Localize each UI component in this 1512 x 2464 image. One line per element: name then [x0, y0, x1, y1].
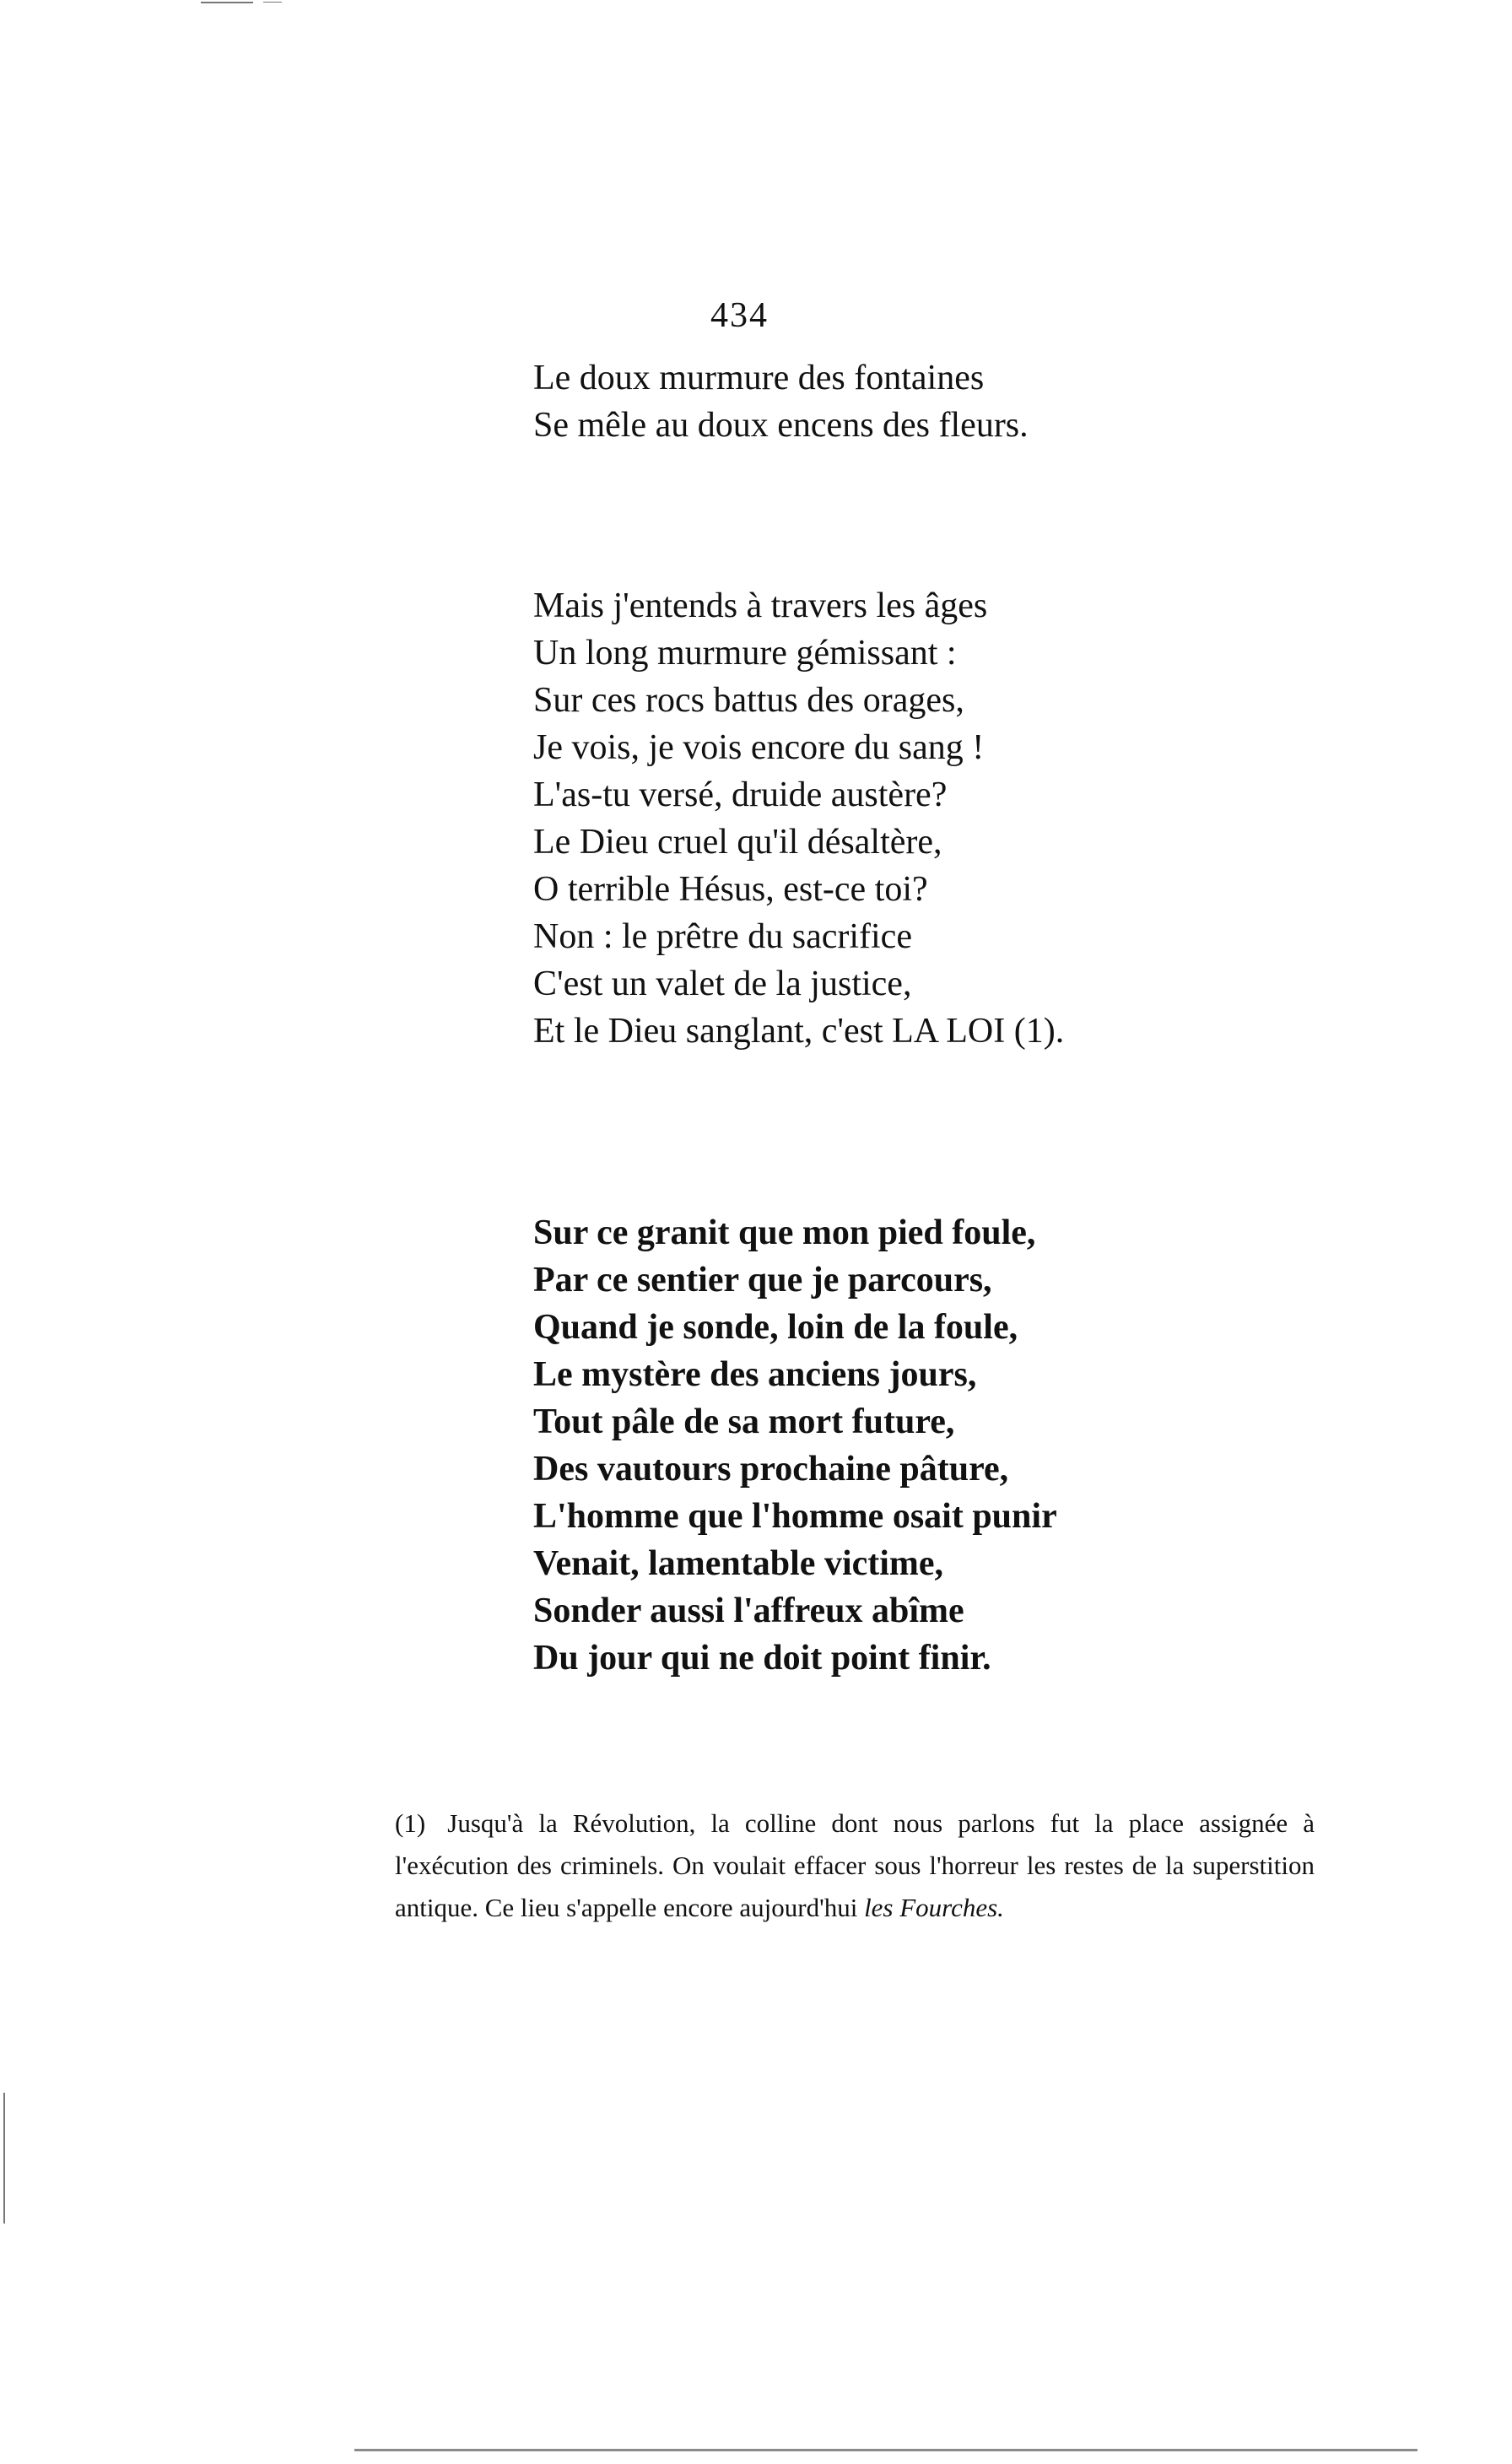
- scan-edge-mark: [201, 2, 253, 3]
- verse-line: Le Dieu cruel qu'il désaltère,: [533, 823, 942, 862]
- footnote-marker: (1): [395, 1808, 426, 1838]
- verse-line: Du jour qui ne doit point finir.: [533, 1639, 991, 1678]
- verse-line: Venait, lamentable victime,: [533, 1544, 944, 1583]
- scan-edge-mark: [3, 2093, 5, 2224]
- footnote-italic-text: les Fourches.: [864, 1893, 1004, 1922]
- verse-line: Sonder aussi l'affreux abîme: [533, 1591, 964, 1630]
- verse-line: L'homme que l'homme osait punir: [533, 1497, 1057, 1536]
- stanza: [533, 354, 1029, 449]
- verse-line: Non : le prêtre du sacrifice: [533, 917, 912, 956]
- stanza: [533, 582, 1064, 1055]
- verse-line: Mais j'entends à travers les âges: [533, 586, 988, 625]
- verse-line: Des vautours prochaine pâture,: [533, 1450, 1009, 1489]
- verse-line: O terrible Hésus, est-ce toi?: [533, 870, 928, 909]
- verse-line: Quand je sonde, loin de la foule,: [533, 1308, 1018, 1347]
- verse-line: Sur ce granit que mon pied foule,: [533, 1213, 1036, 1252]
- scan-edge-mark: [354, 2449, 1418, 2451]
- footnote-text: Jusqu'à la Révolution, la colline dont nous parlons fut la place assignée à l'exécution des criminels. On voulait effacer sous l'horreur les restes de la superstition antique. Ce lieu s'appelle encore aujourd'hui: [395, 1808, 1315, 1922]
- page-number: 434: [710, 296, 769, 335]
- footnote: [395, 1802, 1315, 1929]
- verse-line: Je vois, je vois encore du sang !: [533, 728, 985, 767]
- stanza: [533, 1209, 1057, 1682]
- verse-line: C'est un valet de la justice,: [533, 965, 912, 1003]
- verse-line: Un long murmure gémissant :: [533, 634, 957, 673]
- verse-line: L'as-tu versé, druide austère?: [533, 775, 948, 814]
- verse-line: Tout pâle de sa mort future,: [533, 1402, 955, 1441]
- verse-line: Par ce sentier que je parcours,: [533, 1261, 992, 1300]
- verse-line: Le doux murmure des fontaines: [533, 359, 985, 397]
- verse-line: Le mystère des anciens jours,: [533, 1355, 977, 1394]
- scan-edge-mark: [263, 2, 282, 3]
- verse-line: Et le Dieu sanglant, c'est LA LOI (1).: [533, 1012, 1065, 1051]
- verse-line: Se mêle au doux encens des fleurs.: [533, 406, 1029, 445]
- verse-line: Sur ces rocs battus des orages,: [533, 681, 964, 720]
